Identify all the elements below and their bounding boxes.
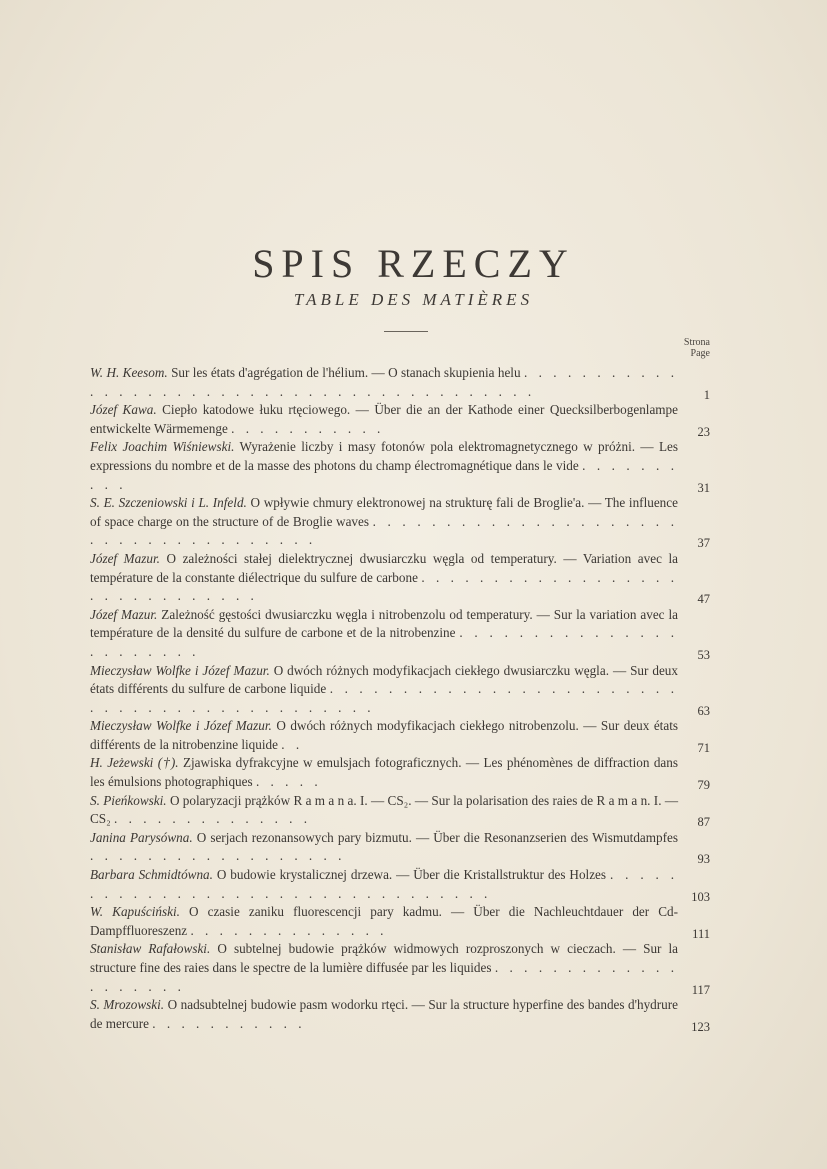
toc-entry [90,754,710,791]
entry-page-number: 47 [697,592,710,607]
leader-dots: . . . . . . . . . . . . . . [190,922,388,938]
entry-page-number: 117 [691,982,710,997]
entry-page-number: 103 [691,889,710,904]
entry-author: S. Mrozowski. [90,997,165,1013]
toc-entry [90,717,710,754]
entry-author: Janina Parysówna. [90,829,193,845]
leader-dots: . . [281,736,304,752]
entry-author: Mieczysław Wolfke i Józef Mazur. [90,718,272,734]
entry-title: Zjawiska dyfrakcyjne w emulsjach fotograficznych. — Les phénomènes de diffraction dans les émulsions photographiques [90,755,679,790]
entry-page-number: 53 [697,647,710,662]
leader-dots: . . . . . . . . . . . [231,420,385,436]
entry-author: H. Jeżewski (†). [90,755,179,771]
leader-dots: . . . . . . . . . . . . . . . . . . . . . . . . . . . . . . [90,569,679,604]
entry-title: Ciepło katodowe łuku rtęciowego. — Über die an der Kathode einer Quecksilberbogenlampe entwickelte Wärmemenge [90,402,679,436]
toc-entry [90,792,710,829]
title-divider [384,331,428,332]
entry-page-number: 71 [697,740,710,755]
entry-title: O polaryzacji prążków R a m a n a. I. — CS₂. — Sur la polarisation des raies de R a m a n. I. — CS₂ [90,792,679,827]
entry-page-number: 31 [697,480,710,495]
entry-title: O dwóch różnych modyfikacjach ciekłego nitrobenzolu. — Sur deux états différents de la nitrobenzine liquide [90,718,678,752]
toc-entry [90,494,710,550]
toc-entry [90,606,710,662]
toc-entry [90,438,710,494]
entry-page-number: 111 [692,926,710,941]
entry-author: Stanisław Rafałowski. [90,941,211,957]
leader-dots: . . . . . . . . . . . . . . . . . . . . . . . . . . . . . . . . . . . . . . . . . . . . [90,681,679,715]
entry-author: W. Kapuściński. [90,904,180,920]
leader-dots: . . . . . . . . . . . . . . . . . . . . [90,960,678,994]
page-subtitle: TABLE DES MATIÈRES [293,290,534,309]
entry-title: O zależności stałej dielektrycznej dwusiarczku węgla od temperatury. — Variation avec la température de la constante diélectrique du sulfure de carbone [90,550,679,585]
toc-entry [90,401,710,438]
entry-page-number: 93 [697,852,710,867]
entry-author: Józef Kawa. [90,402,157,418]
entry-title: O subtelnej budowie prążków widmowych rozproszonych w cieczach. — Sur la structure fine des raies dans le spectre de la lumière diffusée par les liquides [90,941,679,975]
entry-page-number: 79 [697,778,710,793]
leader-dots: . . . . . . . . . . . . . . [114,811,312,827]
leader-dots: . . . . . . . . . . . . . . . . . . . . . . . . . . . . . . . . . [90,867,679,901]
page-label-polish: Strona [683,337,710,348]
table-of-contents [90,364,710,1033]
entry-page-number: 63 [697,703,710,718]
toc-entry [90,940,710,996]
entry-author: Mieczysław Wolfke i Józef Mazur. [90,662,270,678]
entry-author: W. H. Keesom. [90,365,168,380]
leader-dots: . . . . . . . . . . [90,457,679,492]
entry-page-number: 1 [703,387,710,402]
entry-title: O budowie krystalicznej drzewa. — Über die Kristallstruktur des Holzes [216,867,607,883]
entry-title: O wpływie chmury elektronowej na strukturę fali de Broglie'a. — The influence of space charge on the structure of de Broglie waves [90,495,678,529]
entry-author: Barbara Schmidtówna. [90,867,213,883]
entry-author: Józef Mazur. [90,550,160,566]
entry-author: S. E. Szczeniowski i L. Infeld. [90,495,247,511]
toc-entry [90,829,710,866]
page-title: SPIS RZECZY [252,241,575,286]
page-label-french: Page [690,348,710,359]
leader-dots: . . . . . . . . . . . . . . . . . . . . . . . . . . . . . . . . . . . . . [90,513,678,548]
entry-page-number: 37 [697,536,710,551]
entry-author: Felix Joachim Wiśniewski. [90,439,235,455]
entry-page-number: 123 [691,1019,710,1034]
entry-page-number: 87 [697,815,710,830]
entry-title: O dwóch różnych modyfikacjach ciekłego dwusiarczku węgla. — Sur deux états différents du sulfure de carbone liquide [90,662,678,697]
toc-entry [90,996,710,1033]
page-column-header [646,337,710,359]
entry-author: S. Pieńkowski. [90,792,167,808]
leader-dots: . . . . . . . . . . . . . . . . . . . . . . . [90,625,679,659]
entry-page-number: 23 [697,424,710,439]
toc-entry [90,550,710,606]
leader-dots: . . . . . . . . . . . [152,1015,306,1031]
entry-title: O czasie zaniku fluorescencji pary kadmu. — Über die Nachleuchtdauer der Cd-Dampffluoreszenz [90,904,679,938]
entry-title: Zależność gęstości dwusiarczku węgla i nitrobenzolu od temperatury. — Sur la variation avec la température de la densité du sulfure de carbone et de la nitrobenzine [90,606,679,641]
entry-author: Józef Mazur. [90,606,158,622]
leader-dots: . . . . . [255,774,322,790]
toc-entry [90,364,710,401]
entry-title: O nadsubtelnej budowie pasm wodorku rtęci. — Sur la structure hyperfine des bandes d'hydrure de mercure [90,997,678,1031]
leader-dots: . . . . . . . . . . . . . . . . . . . . . . . . . . . . . . . . . . . . . . . . . . [90,365,679,399]
entry-title: O serjach rezonansowych pary bizmutu. — Über die Resonanzserien des Wismutdampfes [196,829,679,845]
entry-title: Sur les états d'agrégation de l'hélium. — O stanach skupienia helu [171,365,521,380]
toc-entry [90,903,710,940]
toc-entry [90,866,710,903]
leader-dots: . . . . . . . . . . . . . . . . . . [90,848,346,864]
toc-entry [90,662,710,718]
entry-title: Wyrażenie liczby i masy fotonów pola elektromagnetycznego w próżni. — Les expressions du nombre et de la masse des photons du champ électromagnétique dans le vide [90,439,679,473]
